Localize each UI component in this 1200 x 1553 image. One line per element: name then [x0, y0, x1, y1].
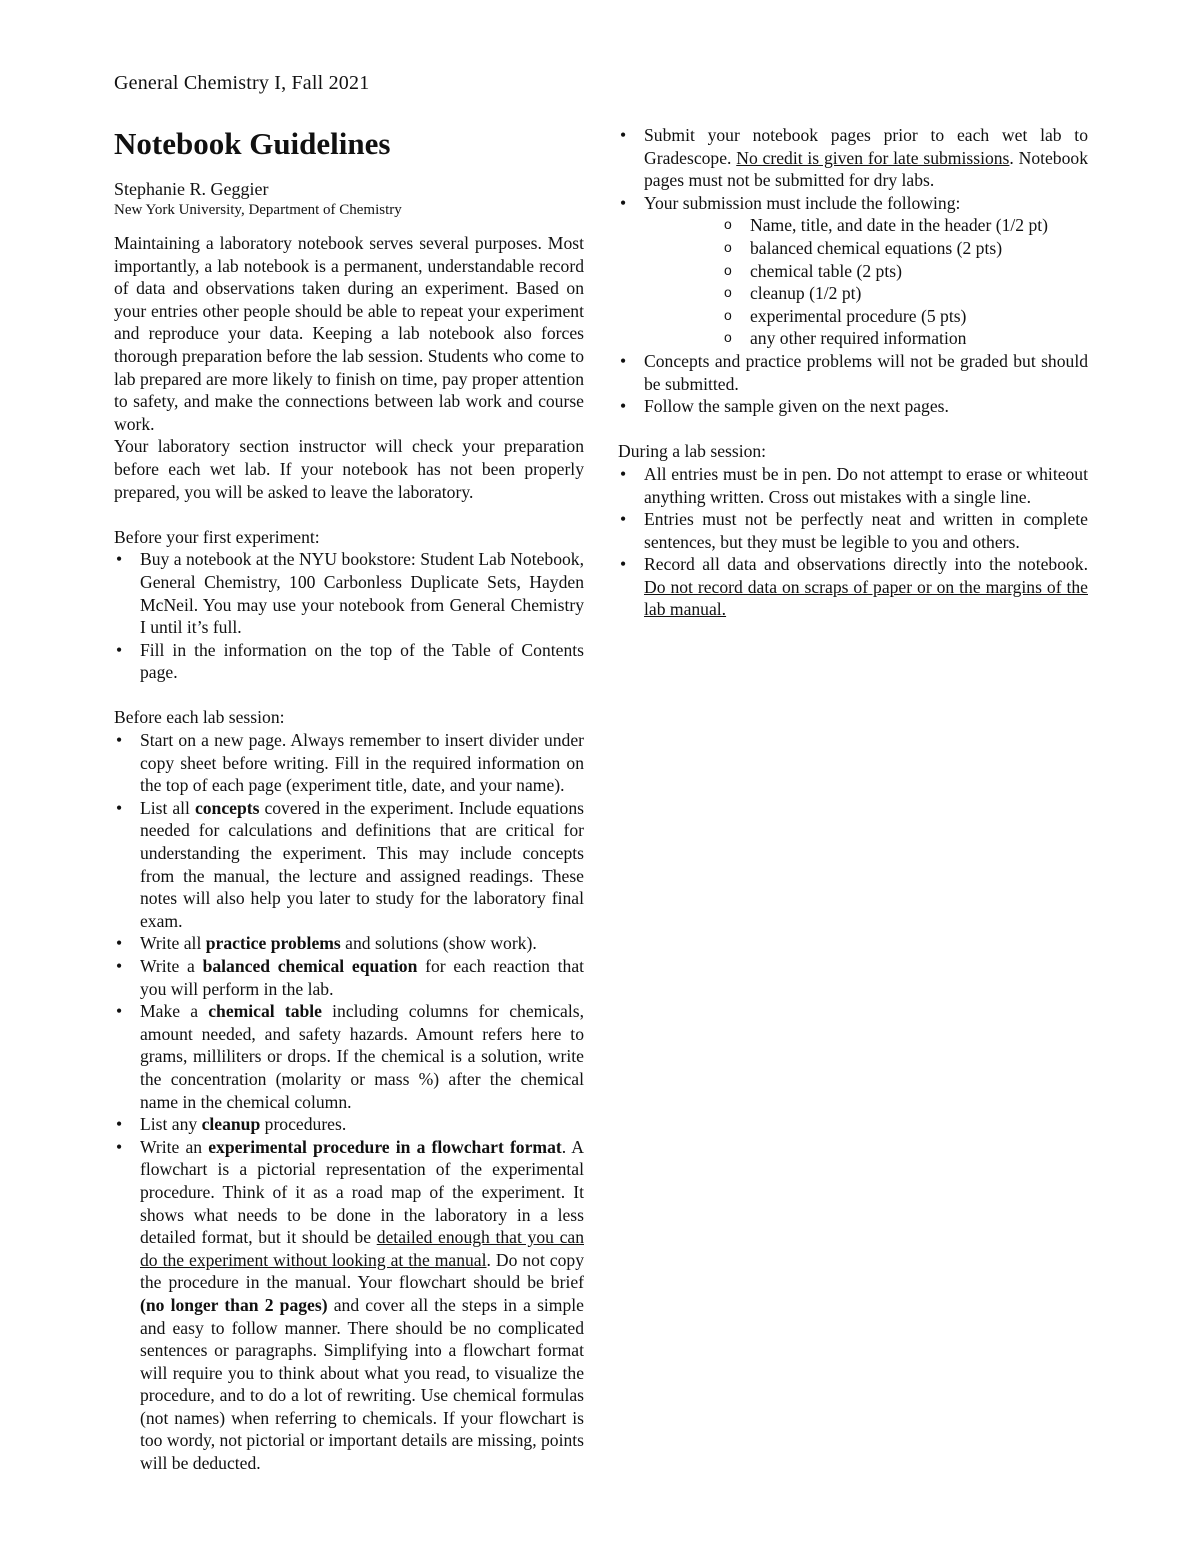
list-item [114, 1113, 584, 1136]
list-item: • Start on a new page. Always remember to insert divider under copy sheet before writing. Fill in the required information on the top of each page (experiment title, date, and your name). [114, 729, 584, 797]
list-item [618, 553, 1088, 621]
text-span: Record all data and observations directly into the notebook. [644, 554, 1088, 575]
author-affiliation: New York University, Department of Chemistry [114, 202, 402, 218]
each-session-list-continued [618, 124, 1088, 418]
each-session-heading: Before each lab session: [114, 707, 285, 728]
bold-term: practice problems [205, 933, 341, 954]
text-span: and cover all the steps in a simple and easy to follow manner. There should be no complicated sentences or paragraphs. Simplifying into a flowchart format will require you to think about what you read, to visualize the procedure, and to do a lot of rewriting. Use chemical formulas (not names) when referring to chemicals. If your flowchart is too wordy, not pictorial or important details are missing, points will be deducted. [140, 1294, 585, 1474]
first-experiment-list [114, 548, 584, 684]
text-span: Write an [140, 1136, 209, 1157]
author-name: Stephanie R. Geggier [114, 179, 269, 199]
intro-paragraph-1: Maintaining a laboratory notebook serves several purposes. Most importantly, a lab notebook is a permanent, understandable record of data and observations taken during an experiment. Based on your entries other people should be able to repeat your experiment and reproduce your data. Keeping a lab notebook also forces thorough preparation before the lab session. Students who come to lab prepared are more likely to finish on time, pay proper attention to safety, and make the connections between lab work and course work. [114, 233, 584, 434]
intro-paragraph-2: Your laboratory section instructor will check your preparation before each wet lab. If your notebook has not been properly prepared, you will be asked to leave the laboratory. [114, 436, 584, 502]
text-span: covered in the experiment. Include equations needed for calculations and definitions that are critical for understanding the experiment. This may include concepts from the manual, the lecture and assigned readings. These notes will also help you later to study for the laboratory final exam. [140, 797, 584, 931]
left-column [114, 124, 584, 1475]
bold-term: concepts [194, 797, 260, 818]
underlined-text: No credit is given for late submissions [736, 147, 1010, 168]
list-item: • Buy a notebook at the NYU bookstore: Student Lab Notebook, General Chemistry, 100 Carbonless Duplicate Sets, Hayden McNeil. You may use your notebook from General Chemistry I until it’s full. [114, 548, 584, 638]
sub-list-item: o chemical table (2 pts) [644, 260, 1088, 283]
list-item [618, 124, 1088, 192]
bold-term: chemical table [208, 1001, 322, 1022]
underlined-text: Do not record data on scraps of paper or on the margins of the lab manual. [644, 576, 1088, 620]
text-span: including columns for chemicals, amount needed, and safety hazards. Amount refers here to grams, milliliters or drops. If the chemical is a solution, write the concentration (molarity or mass %) after the chemical name in the chemical column. [140, 1001, 584, 1112]
text-span: . Notebook pages must not be submitted for dry labs. [644, 147, 1088, 191]
list-item [114, 1000, 584, 1113]
text-span: List any [140, 1114, 202, 1135]
list-item: • Entries must not be perfectly neat and written in complete sentences, but they must be legible to you and others. [618, 508, 1088, 553]
text-span: procedures. [260, 1114, 347, 1135]
list-item: • Fill in the information on the top of the Table of Contents page. [114, 639, 584, 684]
underlined-text: detailed enough that you can do the experiment without looking at the manual [140, 1227, 584, 1270]
list-item: • All entries must be in pen. Do not attempt to erase or whiteout anything written. Cross out mistakes with a single line. [618, 463, 1088, 508]
text-span: Submit your notebook pages prior to each wet lab to Gradescope. [644, 125, 1088, 168]
bold-term: (no longer than 2 pages) [140, 1294, 328, 1315]
spacer [114, 503, 584, 526]
list-item: • Concepts and practice problems will not be graded but should be submitted. [618, 350, 1088, 395]
sub-list-item: o any other required information [644, 327, 1088, 350]
text-span: and solutions (show work). [340, 933, 537, 954]
sub-list-item: o Name, title, and date in the header (1/2 pt) [644, 214, 1088, 237]
list-item [618, 192, 1088, 350]
list-item [114, 955, 584, 1000]
right-column [618, 124, 1088, 621]
sub-list-item: o experimental procedure (5 pts) [644, 305, 1088, 328]
during-session-list [618, 463, 1088, 621]
document-title: Notebook Guidelines [114, 126, 391, 161]
list-item-flowchart [114, 1136, 584, 1475]
list-item [114, 797, 584, 933]
bold-term: experimental procedure in a flowchart format [208, 1136, 562, 1157]
first-experiment-heading: Before your first experiment: [114, 526, 320, 547]
text-span: Make a [140, 1001, 209, 1022]
spacer [114, 684, 584, 707]
text-span: List all [140, 797, 195, 818]
bold-term: balanced chemical equation [202, 956, 418, 976]
spacer [618, 418, 1088, 441]
text-span: . A flowchart is a pictorial representation of the experimental procedure. Think of it as a road map of the experiment. It shows what needs to be done in the laboratory in a less detailed format, but it should be [140, 1136, 585, 1248]
sub-list-item: o balanced chemical equations (2 pts) [644, 237, 1088, 260]
text-span: Your submission must include the following: [644, 192, 961, 213]
page-header: General Chemistry I, Fall 2021 [114, 72, 370, 94]
text-span: Write all [140, 933, 206, 954]
list-item: • Follow the sample given on the next pages. [618, 395, 1088, 418]
each-session-list [114, 729, 584, 1475]
submission-sublist [644, 214, 1088, 350]
text-span: . Do not copy the procedure in the manual. Your flowchart should be brief [140, 1249, 585, 1293]
bold-term: cleanup [201, 1114, 261, 1135]
during-session-heading: During a lab session: [618, 441, 767, 462]
text-span: for each reaction that you will perform in the lab. [140, 956, 585, 999]
list-item [114, 932, 584, 955]
sub-list-item: o cleanup (1/2 pt) [644, 282, 1088, 305]
text-span: Write a [140, 956, 203, 976]
